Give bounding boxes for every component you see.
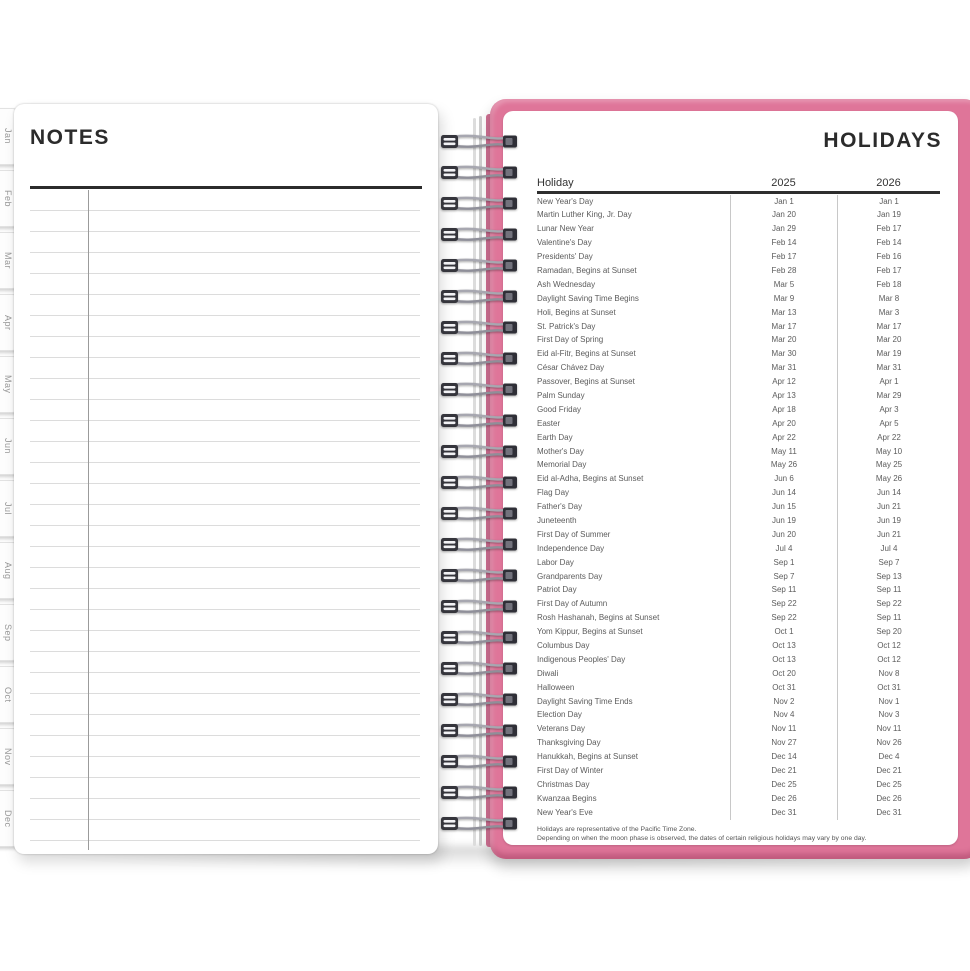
footnotes	[537, 825, 940, 845]
holiday-row	[537, 708, 940, 722]
holiday-name: Patriot Day	[537, 585, 577, 595]
holiday-name: Father's Day	[537, 502, 583, 512]
holiday-name: Earth Day	[537, 432, 573, 442]
holiday-name: Kwanzaa Begins	[537, 793, 597, 803]
notes-page	[14, 104, 438, 854]
month-tab-label: Sep	[3, 623, 13, 642]
date-2026: Oct 12	[837, 639, 940, 653]
month-tab-label: Feb	[3, 189, 13, 207]
date-2025: Nov 11	[730, 722, 837, 736]
date-2025: Oct 31	[730, 681, 837, 695]
holiday-row	[537, 472, 940, 486]
date-2026: Sep 22	[837, 597, 940, 611]
month-tab-label: Jul	[3, 501, 13, 515]
date-2026: May 10	[837, 445, 940, 459]
date-2025: Oct 20	[730, 667, 837, 681]
holiday-name: Thanksgiving Day	[537, 738, 601, 748]
date-2025: Sep 22	[730, 611, 837, 625]
date-2025: Jan 29	[730, 222, 837, 236]
column-header-2025: 2025	[771, 177, 796, 189]
holiday-row	[537, 611, 940, 625]
holidays-page-title: HOLIDAYS	[823, 129, 942, 152]
holiday-row	[537, 236, 940, 250]
date-2026: Feb 14	[837, 236, 940, 250]
date-2026: Apr 1	[837, 375, 940, 389]
holiday-row	[537, 320, 940, 334]
date-2025: Dec 21	[730, 764, 837, 778]
holiday-name: Holi, Begins at Sunset	[537, 307, 616, 317]
date-2025: Jun 14	[730, 486, 837, 500]
holiday-name: Lunar New Year	[537, 224, 594, 234]
holiday-name: Eid al-Adha, Begins at Sunset	[537, 474, 644, 484]
date-2026: Mar 19	[837, 347, 940, 361]
date-2026: Feb 17	[837, 222, 940, 236]
holiday-row	[537, 403, 940, 417]
holiday-name: Flag Day	[537, 488, 570, 498]
date-2025: Jan 20	[730, 208, 837, 222]
holiday-row	[537, 806, 940, 820]
holiday-name: Easter	[537, 418, 561, 428]
date-2026: Nov 3	[837, 708, 940, 722]
date-2025: Dec 31	[730, 806, 837, 820]
holiday-row	[537, 458, 940, 472]
holiday-name: Yom Kippur, Begins at Sunset	[537, 627, 643, 637]
notes-page-title: NOTES	[30, 126, 110, 149]
holiday-row	[537, 222, 940, 236]
footnote-timezone: Holidays are representative of the Pacific Time Zone.	[537, 825, 697, 833]
holiday-name: Daylight Saving Time Begins	[537, 293, 639, 303]
holiday-row	[537, 653, 940, 667]
holiday-row	[537, 681, 940, 695]
date-2025: Sep 11	[730, 583, 837, 597]
date-2025: Nov 2	[730, 695, 837, 709]
date-2026: Sep 11	[837, 583, 940, 597]
date-2026: Apr 5	[837, 417, 940, 431]
holiday-name: Martin Luther King, Jr. Day	[537, 210, 632, 220]
date-2025: May 26	[730, 458, 837, 472]
holiday-name: Eid al-Fitr, Begins at Sunset	[537, 349, 636, 359]
holiday-name: Memorial Day	[537, 460, 587, 470]
holiday-row	[537, 514, 940, 528]
holiday-name: New Year's Eve	[537, 807, 593, 817]
date-2026: Oct 12	[837, 653, 940, 667]
page-stack-edge	[473, 118, 476, 846]
holiday-row	[537, 208, 940, 222]
holiday-row	[537, 195, 940, 209]
date-2026: Sep 20	[837, 625, 940, 639]
date-2026: Jun 14	[837, 486, 940, 500]
holiday-row	[537, 278, 940, 292]
holiday-row	[537, 486, 940, 500]
date-2025: Jan 1	[730, 195, 837, 209]
footnote-moon-phase: Depending on when the moon phase is observed, the dates of certain religious holidays may vary by one day.	[537, 835, 867, 843]
date-2025: Feb 17	[730, 250, 837, 264]
holiday-row	[537, 792, 940, 806]
holiday-name: Independence Day	[537, 543, 605, 553]
holiday-row	[537, 375, 940, 389]
date-2025: Apr 12	[730, 375, 837, 389]
date-2026: Jan 19	[837, 208, 940, 222]
holidays-page	[503, 111, 958, 845]
holiday-name: First Day of Winter	[537, 766, 604, 776]
date-2026: Oct 31	[837, 681, 940, 695]
month-tab-label: Jun	[3, 438, 13, 455]
date-2026: Jan 1	[837, 195, 940, 209]
date-2025: Dec 25	[730, 778, 837, 792]
date-2025: Jun 20	[730, 528, 837, 542]
month-tab-label: Oct	[3, 686, 13, 703]
month-tab-label: Dec	[3, 809, 13, 828]
holiday-row	[537, 542, 940, 556]
date-2026: Mar 8	[837, 292, 940, 306]
date-2026: Dec 26	[837, 792, 940, 806]
holiday-table	[537, 170, 940, 844]
holiday-name: Veterans Day	[537, 724, 586, 734]
date-2025: Mar 5	[730, 278, 837, 292]
holiday-row	[537, 361, 940, 375]
holiday-row	[537, 570, 940, 584]
holiday-row	[537, 556, 940, 570]
holiday-name: New Year's Day	[537, 196, 594, 206]
date-2026: Nov 11	[837, 722, 940, 736]
date-2025: May 11	[730, 445, 837, 459]
date-2025: Oct 1	[730, 625, 837, 639]
column-header-2026: 2026	[876, 177, 901, 189]
date-2025: Sep 22	[730, 597, 837, 611]
holiday-name: Ramadan, Begins at Sunset	[537, 265, 637, 275]
date-2025: Apr 22	[730, 431, 837, 445]
holiday-name: Rosh Hashanah, Begins at Sunset	[537, 613, 660, 623]
date-2025: Nov 4	[730, 708, 837, 722]
holiday-row	[537, 306, 940, 320]
column-header-holiday: Holiday	[537, 177, 574, 189]
holiday-row	[537, 431, 940, 445]
date-2026: Feb 16	[837, 250, 940, 264]
holiday-name: First Day of Autumn	[537, 599, 608, 609]
holiday-name: Grandparents Day	[537, 571, 603, 581]
date-2026: Dec 25	[837, 778, 940, 792]
holiday-row	[537, 778, 940, 792]
date-2025: Feb 28	[730, 264, 837, 278]
date-2026: Feb 18	[837, 278, 940, 292]
date-2025: Sep 1	[730, 556, 837, 570]
holiday-name: Columbus Day	[537, 641, 590, 650]
month-tab-label: Mar	[3, 252, 13, 269]
date-2026: Mar 20	[837, 333, 940, 347]
date-2026: Mar 17	[837, 320, 940, 334]
page-stack-edge	[479, 116, 482, 846]
date-2026: May 26	[837, 472, 940, 486]
holiday-row	[537, 625, 940, 639]
holiday-row	[537, 445, 940, 459]
holiday-row	[537, 389, 940, 403]
date-2026: Apr 3	[837, 403, 940, 417]
holiday-row	[537, 500, 940, 514]
date-2026: Dec 21	[837, 764, 940, 778]
holiday-name: Indigenous Peoples' Day	[537, 654, 626, 664]
date-2026: Nov 26	[837, 736, 940, 750]
date-2025: Feb 14	[730, 236, 837, 250]
date-2026: Jun 21	[837, 528, 940, 542]
holiday-name: Passover, Begins at Sunset	[537, 377, 635, 387]
holiday-row	[537, 347, 940, 361]
date-2025: Mar 30	[730, 347, 837, 361]
date-2026: Apr 22	[837, 431, 940, 445]
holiday-row	[537, 417, 940, 431]
holiday-name: Good Friday	[537, 404, 582, 414]
holiday-name: Hanukkah, Begins at Sunset	[537, 752, 638, 762]
date-2025: Mar 17	[730, 320, 837, 334]
date-2026: Nov 8	[837, 667, 940, 681]
date-2025: Apr 20	[730, 417, 837, 431]
holiday-name: Diwali	[537, 668, 559, 678]
month-tab-label: Aug	[3, 561, 13, 580]
date-2026: Sep 7	[837, 556, 940, 570]
date-2025: Mar 13	[730, 306, 837, 320]
date-2025: Dec 14	[730, 750, 837, 764]
holiday-row	[537, 639, 940, 653]
date-2025: Jun 15	[730, 500, 837, 514]
date-2025: Jun 6	[730, 472, 837, 486]
notes-margin-divider	[88, 190, 89, 850]
date-2025: Apr 18	[730, 403, 837, 417]
holiday-row	[537, 764, 940, 778]
holiday-row	[537, 333, 940, 347]
date-2026: Mar 29	[837, 389, 940, 403]
date-2026: Feb 17	[837, 264, 940, 278]
holiday-row	[537, 250, 940, 264]
month-tab-label: Nov	[3, 747, 13, 766]
date-2026: Dec 31	[837, 806, 940, 820]
holiday-name: Halloween	[537, 682, 575, 692]
holiday-name: Labor Day	[537, 557, 574, 567]
date-2025: Oct 13	[730, 653, 837, 667]
holiday-name: St. Patrick's Day	[537, 321, 596, 331]
date-2026: Jul 4	[837, 542, 940, 556]
date-2026: Sep 11	[837, 611, 940, 625]
date-2025: Mar 31	[730, 361, 837, 375]
holiday-name: First Day of Summer	[537, 529, 611, 539]
holiday-row	[537, 667, 940, 681]
holiday-row	[537, 750, 940, 764]
holiday-row	[537, 528, 940, 542]
holiday-name: Palm Sunday	[537, 390, 585, 400]
date-2025: Sep 7	[730, 570, 837, 584]
date-2025: Jul 4	[730, 542, 837, 556]
holiday-row	[537, 583, 940, 597]
holiday-name: Juneteenth	[537, 515, 577, 525]
header-rule	[537, 191, 940, 194]
date-2026: May 25	[837, 458, 940, 472]
holiday-row	[537, 736, 940, 750]
holiday-row	[537, 264, 940, 278]
holiday-name: Christmas Day	[537, 779, 590, 789]
date-2025: Oct 13	[730, 639, 837, 653]
holiday-row	[537, 292, 940, 306]
holiday-name: Ash Wednesday	[537, 279, 596, 289]
holiday-row	[537, 597, 940, 611]
date-2026: Nov 1	[837, 695, 940, 709]
month-tab-label: May	[3, 375, 13, 394]
holiday-table-body	[537, 195, 940, 820]
date-2025: Apr 13	[730, 389, 837, 403]
holiday-row	[537, 695, 940, 709]
holiday-name: Mother's Day	[537, 446, 584, 456]
holiday-name: Valentine's Day	[537, 238, 592, 248]
date-2026: Mar 31	[837, 361, 940, 375]
date-2026: Dec 4	[837, 750, 940, 764]
date-2026: Jun 21	[837, 500, 940, 514]
month-tab-label: Apr	[3, 314, 13, 331]
holiday-table-header	[537, 170, 940, 189]
date-2025: Nov 27	[730, 736, 837, 750]
holiday-row	[537, 722, 940, 736]
date-2026: Sep 13	[837, 570, 940, 584]
date-2025: Dec 26	[730, 792, 837, 806]
date-2025: Mar 9	[730, 292, 837, 306]
holiday-name: Election Day	[537, 710, 582, 720]
date-2026: Mar 3	[837, 306, 940, 320]
date-2025: Jun 19	[730, 514, 837, 528]
date-2025: Mar 20	[730, 333, 837, 347]
holiday-name: César Chávez Day	[537, 363, 605, 373]
date-2026: Jun 19	[837, 514, 940, 528]
holiday-name: First Day of Spring	[537, 335, 604, 345]
holiday-name: Daylight Saving Time Ends	[537, 696, 633, 706]
holiday-name: Presidents' Day	[537, 252, 593, 262]
notes-title-rule	[30, 186, 422, 189]
month-tab-label: Jan	[3, 128, 13, 145]
